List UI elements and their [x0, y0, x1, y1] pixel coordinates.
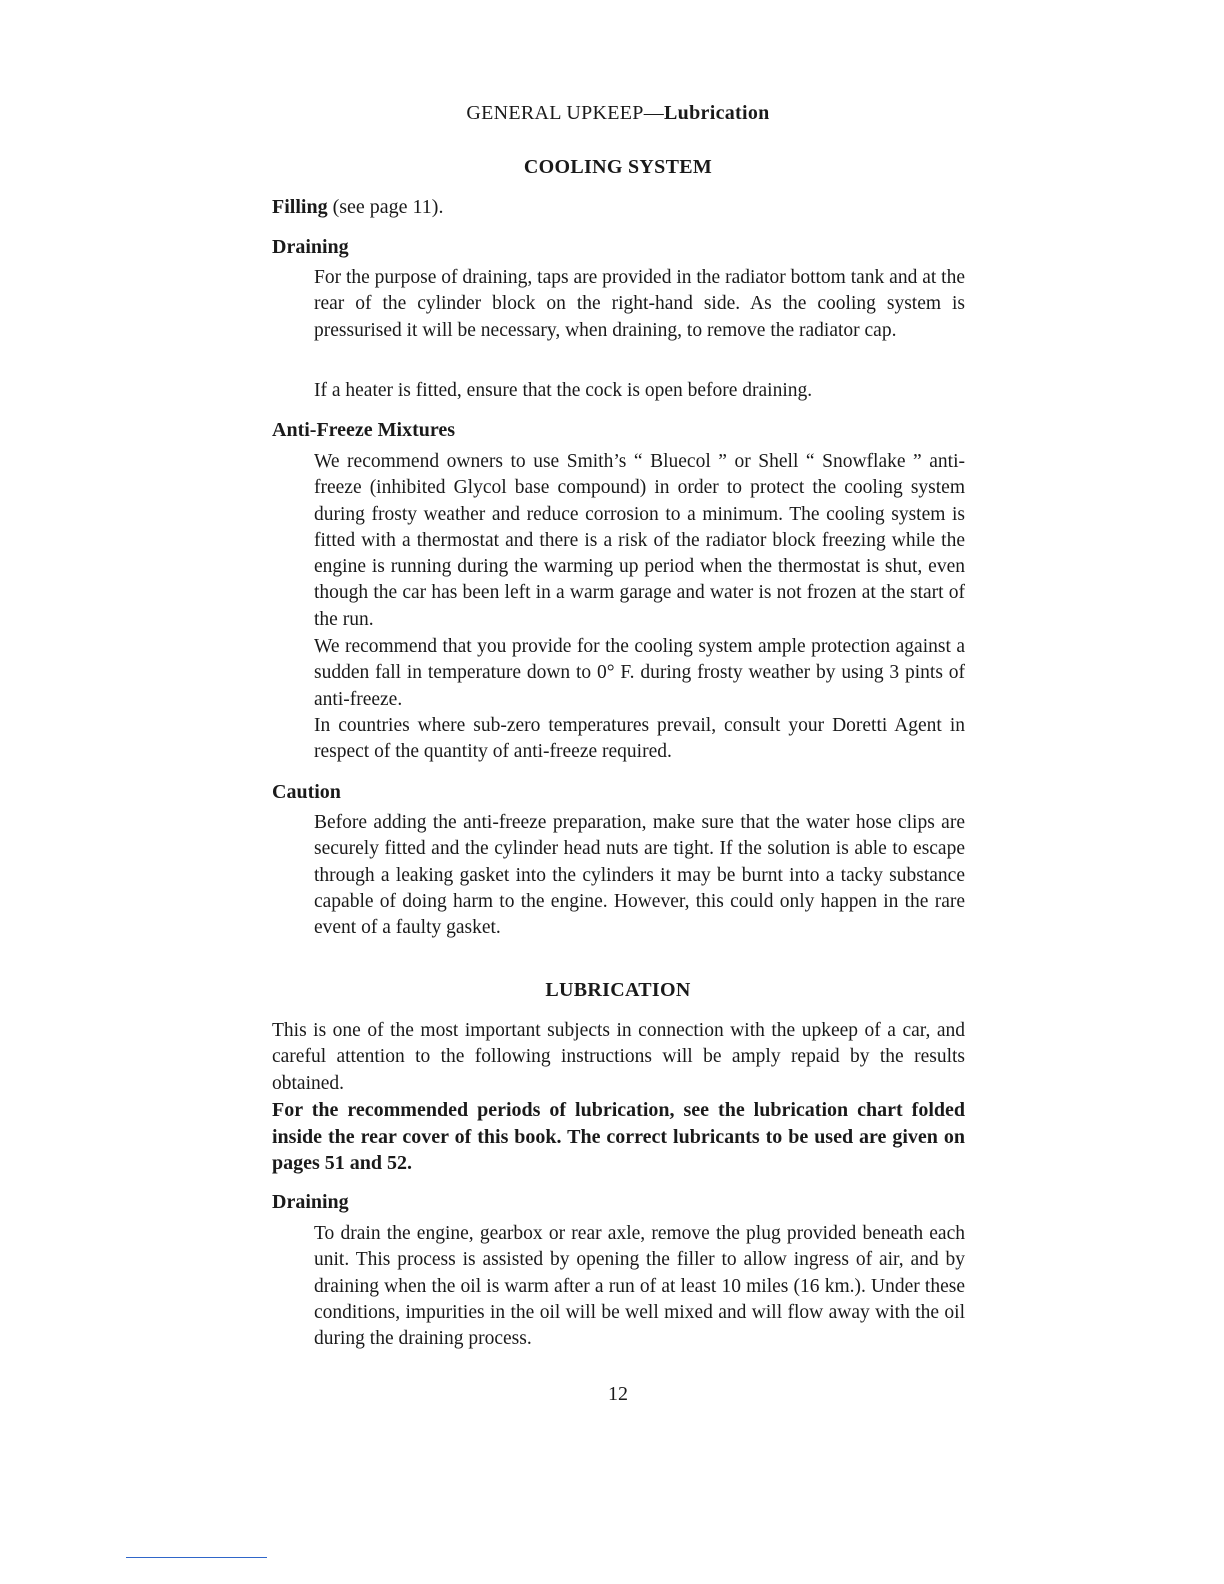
caution-heading: Caution	[272, 781, 341, 803]
lubrication-draining-paragraph: To drain the engine, gearbox or rear axle, remove the plug provided beneath each unit. This process is assisted by opening the filler to allow ingress of air, and by draining when the oil is warm after a run of at least 10 miles (16 km.). Under these conditions, impurities in the oil will be well mixed and will flow away with the oil during the draining process.	[314, 1223, 965, 1350]
running-head	[0, 102, 1224, 125]
lubrication-intro-paragraph: This is one of the most important subjects in connection with the upkeep of a car, and careful attention to the following instructions will be amply repaid by the results obtained.	[272, 1020, 965, 1094]
filling-page-reference: (see page 11).	[327, 196, 444, 218]
lubrication-draining-heading: Draining	[272, 1191, 349, 1213]
anti-freeze-paragraph: We recommend owners to use Smith’s “ Bluecol ” or Shell “ Snowflake ” anti-freeze (inhibited Glycol base compound) in order to protect the cooling system during frosty weather and reduce corrosion to a minimum. The cooling system is fitted with a thermostat and there is a risk of the radiator block freezing while the engine is running during the warming up period when the thermostat is shut, even though the car has been left in a warm garage and water is not frozen at the start of the run.	[314, 451, 965, 630]
anti-freeze-protection-paragraph: We recommend that you provide for the cooling system ample protection against a sudden fall in temperature down to 0° F. during frosty weather by using 3 pints of anti-freeze.	[314, 636, 965, 710]
draining-heading: Draining	[272, 236, 349, 258]
filling-heading	[272, 196, 443, 219]
heater-note-paragraph: If a heater is fitted, ensure that the cock is open before draining.	[314, 380, 813, 401]
cooling-system-title: COOLING SYSTEM	[523, 156, 713, 178]
anti-freeze-heading: Anti-Freeze Mixtures	[272, 419, 456, 441]
caution-paragraph: Before adding the anti-freeze preparation, make sure that the water hose clips are securely fitted and the cylinder head nuts are tight. If the solution is able to escape through a leaking gasket into the cylinders it may be burnt into a tacky substance capable of doing harm to the engine. However, this could only happen in the rare event of a faulty gasket.	[314, 812, 965, 939]
anti-freeze-countries-paragraph: In countries where sub-zero temperatures prevail, consult your Doretti Agent in respect of the quantity of anti-freeze required.	[314, 715, 965, 763]
draining-paragraph: For the purpose of draining, taps are provided in the radiator bottom tank and at the rear of the cylinder block on the right-hand side. As the cooling system is pressurised it will be necessary, when draining, to remove the radiator cap.	[314, 267, 965, 341]
running-head-subsection: Lubrication	[664, 102, 770, 124]
footer-rule	[126, 1557, 267, 1558]
lubrication-title: LUBRICATION	[545, 979, 691, 1001]
lubrication-chart-note: For the recommended periods of lubrication, see the lubrication chart folded inside the rear cover of this book. The correct lubricants to be used are given on pages 51 and 52.	[272, 1099, 965, 1174]
page-number: 12	[608, 1383, 628, 1405]
filling-heading-label: Filling	[272, 196, 328, 218]
running-head-section: GENERAL UPKEEP—	[466, 102, 665, 124]
